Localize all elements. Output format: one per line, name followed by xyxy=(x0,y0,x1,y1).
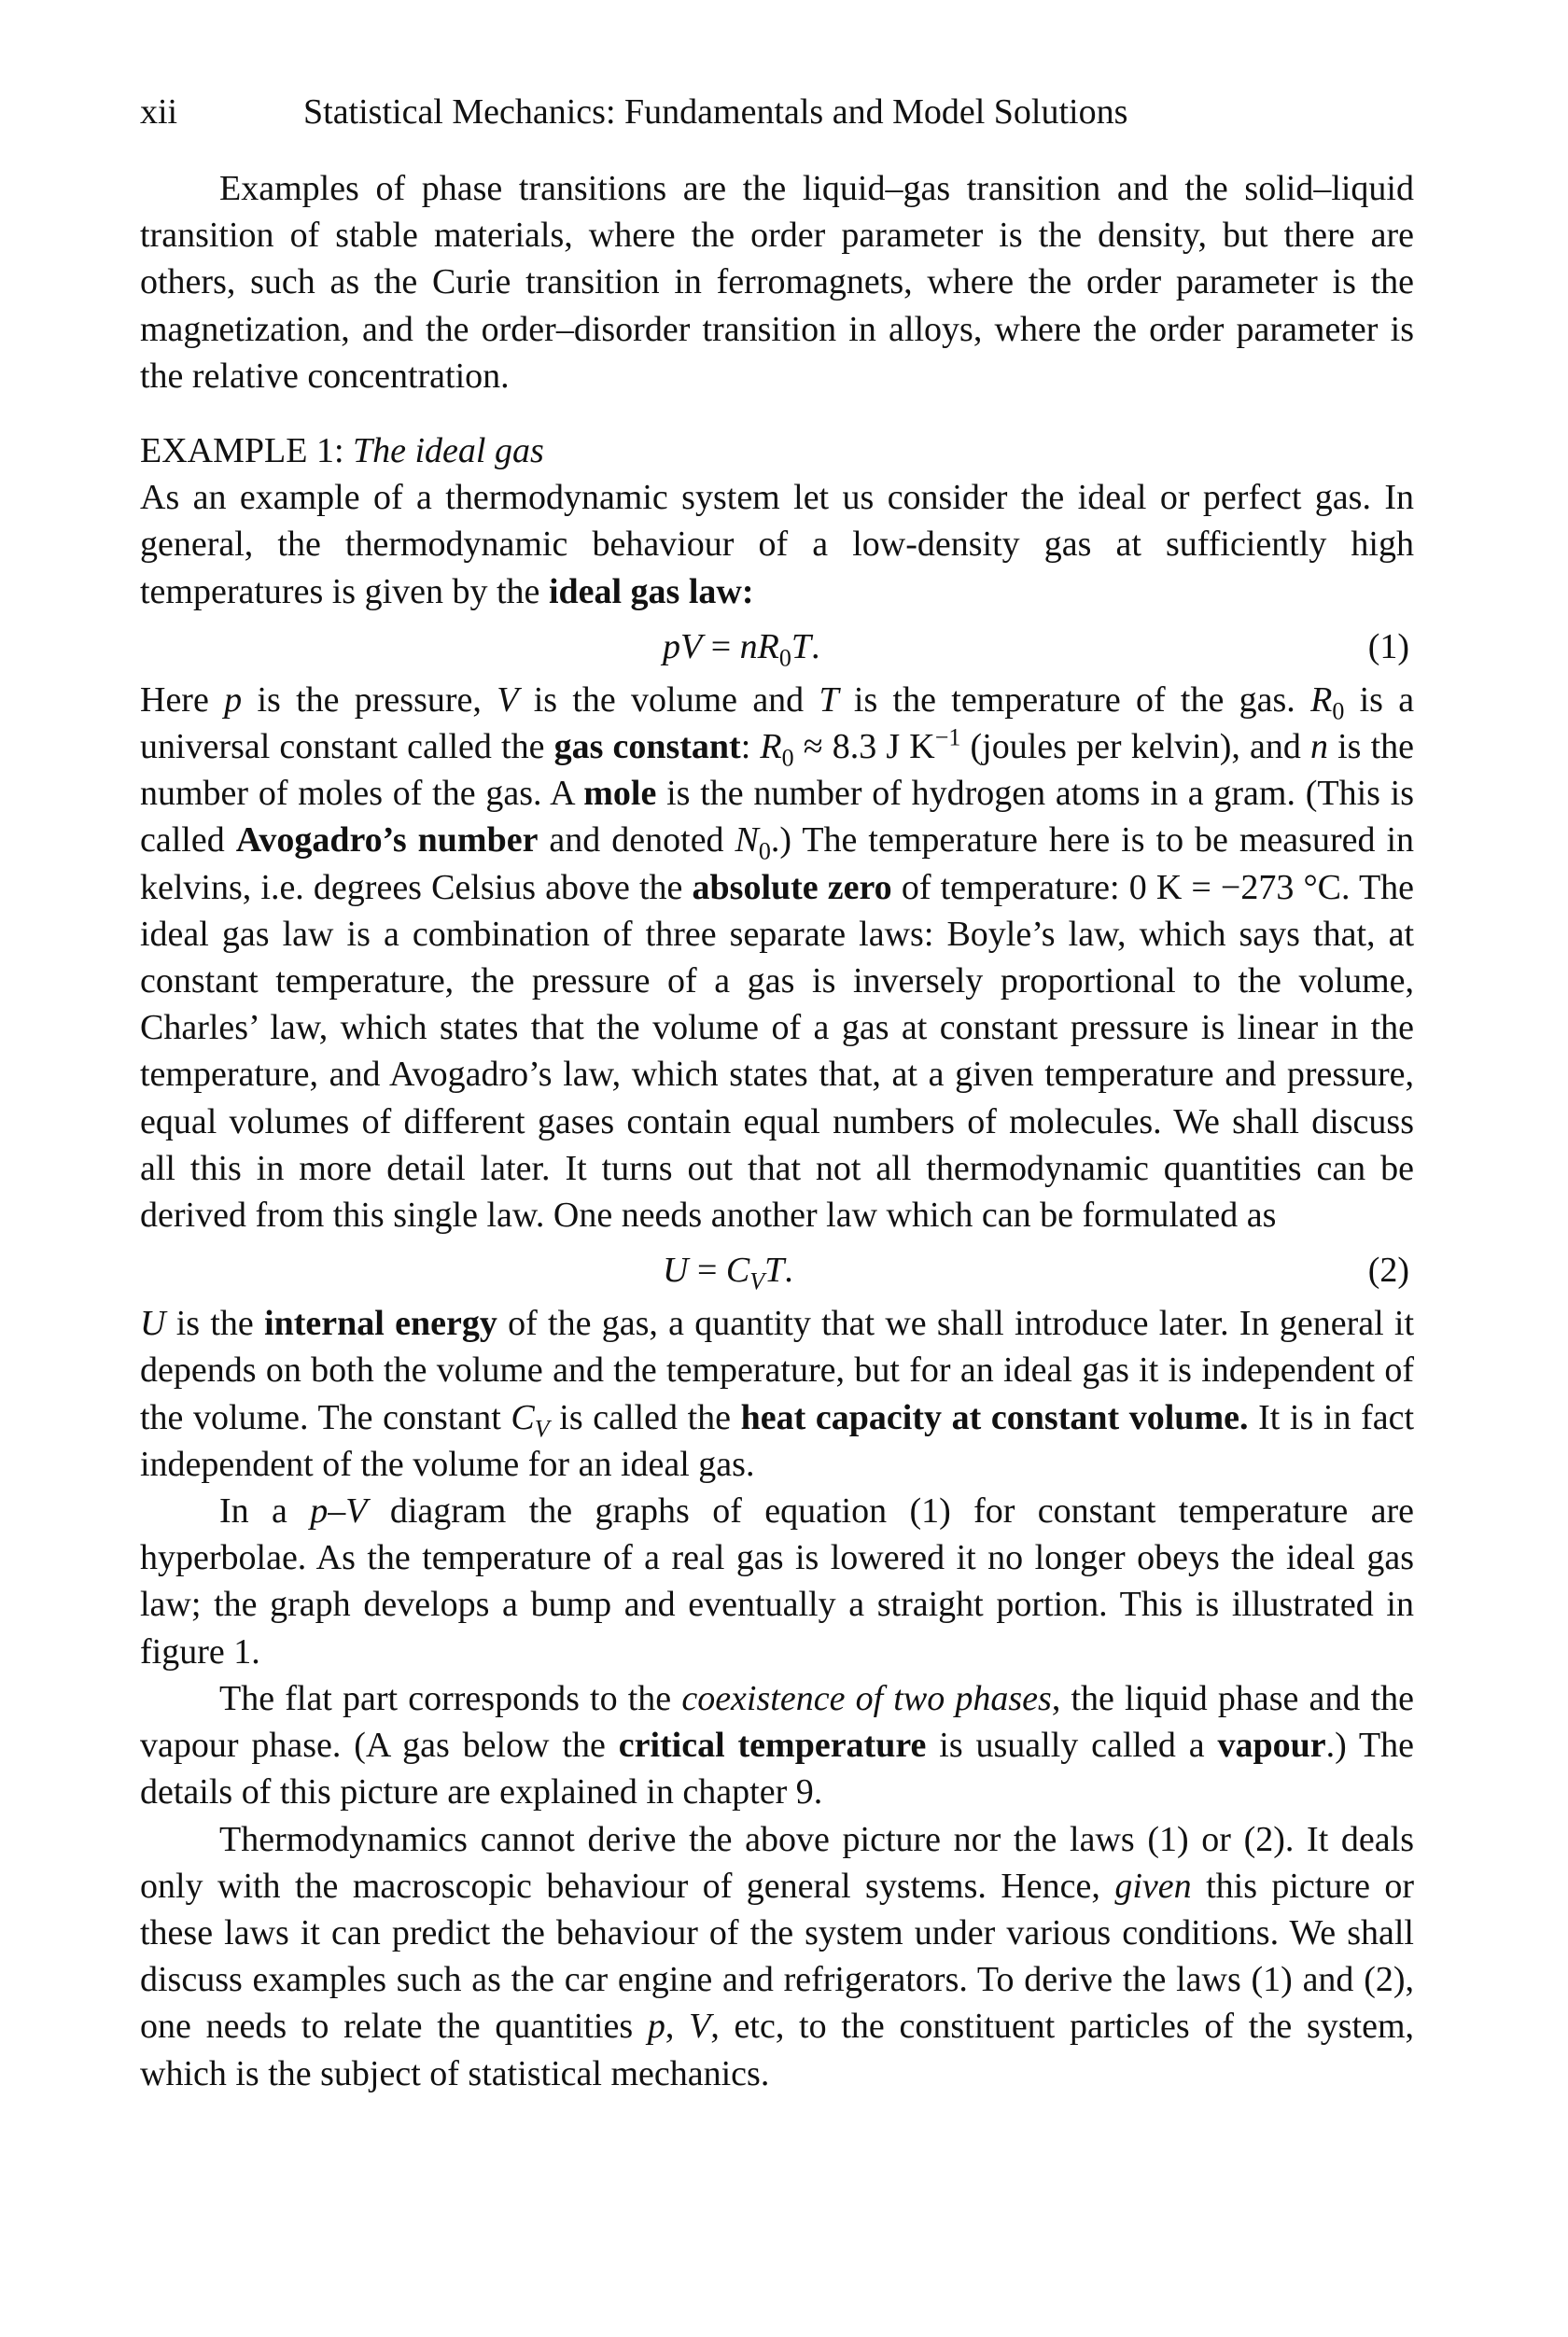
paragraph-coexistence xyxy=(140,1675,1414,1816)
var-U: U xyxy=(140,1304,166,1344)
var-p: p xyxy=(224,679,243,720)
text-run: , etc, to the constituent particles of the system, which is the subject of statistical mechanics. xyxy=(140,2007,1415,2093)
gas-constant-value: ≈ 8.3 J K xyxy=(793,727,935,767)
equation-1-number: (1) xyxy=(1367,626,1409,666)
text-run: and denoted xyxy=(549,820,724,861)
equation-1-body xyxy=(663,623,820,670)
text-run: is the volume and xyxy=(533,679,805,720)
text-run: is the xyxy=(175,1304,254,1344)
text-run: The flat part corresponds to the xyxy=(219,1678,672,1718)
text-run: : xyxy=(740,727,751,767)
term-mole: mole xyxy=(583,774,657,814)
paragraph-pv-diagram xyxy=(140,1488,1414,1675)
var-V: V xyxy=(680,626,703,666)
var-T: T xyxy=(819,679,839,720)
example-heading xyxy=(140,427,1414,474)
text-run: Here xyxy=(140,679,209,720)
equation-2-number: (2) xyxy=(1367,1251,1409,1291)
running-title: Statistical Mechanics: Fundamentals and Model Solutions xyxy=(303,92,1128,132)
superscript-minus-one: −1 xyxy=(934,723,961,751)
var-p-V: p–V xyxy=(310,1491,368,1532)
text-run: .) The temperature here is to be measured in kelvins, i.e. degrees Celsius above the xyxy=(140,820,1415,907)
text-run: is a universal constant called the xyxy=(140,679,1415,767)
term-ideal-gas-law: ideal gas law: xyxy=(548,571,754,611)
var-p: p xyxy=(663,626,680,666)
text-run: is usually called a xyxy=(939,1726,1205,1766)
term-avogadro-number: Avogadro’s number xyxy=(235,820,539,861)
paragraph-phase-transitions: Examples of phase transitions are the liquid–gas transition and the solid–liquid transition of stable materials, where the order parameter is the density, but there are others, such as the Curie transition in ferromagnets, where the order parameter is the magnetization, and the order–disorder transition in alloys, where the order parameter is the relative concentration. xyxy=(140,169,1414,396)
subscript-0: 0 xyxy=(758,838,771,866)
text-run: of temperature: 0 K = −273 °C. The ideal gas law is a combination of three separate laws: Boyle’s law, which says that, at constant temperature, the pressure of a gas is inversely proportional to the volume, Charles’ law, which states that the volume of a gas at constant pressure is linear in the temperature, and Avogadro’s law, which states that, at a given temperature and pressure, equal volumes of different gases contain equal numbers of molecules. We shall discuss all this in more detail later. It turns out that not all thermodynamic quantities can be derived from this single law. One needs another law which can be formulated as xyxy=(140,867,1415,1236)
equation-1 xyxy=(140,623,1414,670)
text-run: this picture or these laws it can predict the behaviour of the system under various conditions. We shall discuss examples such as the car engine and refrigerators. To derive the laws (1) and (2), one needs to relate the quantities xyxy=(140,1866,1415,2047)
equation-period: . xyxy=(811,626,820,666)
var-R: R xyxy=(760,727,782,767)
term-absolute-zero: absolute zero xyxy=(692,867,892,907)
subscript-V: V xyxy=(749,1267,765,1295)
paragraph-ideal-gas-intro xyxy=(140,474,1414,615)
subscript-0: 0 xyxy=(778,644,791,672)
subscript-0: 0 xyxy=(1332,697,1345,725)
text-run: .) The details of this picture are explained in chapter 9. xyxy=(140,1726,1415,1812)
equation-2 xyxy=(140,1247,1414,1294)
page-number: xii xyxy=(140,92,178,132)
text-run: is called the xyxy=(559,1397,732,1437)
var-T: T xyxy=(764,1251,785,1291)
text-run: is the temperature of the gas. xyxy=(853,679,1295,720)
text-run: of the gas, a quantity that we shall introduce later. In general it depends on both the volume and the temperature, but for an ideal gas it is independent of the volume. The constant xyxy=(140,1304,1415,1437)
subscript-V: V xyxy=(534,1415,550,1443)
equation-2-body xyxy=(663,1247,793,1294)
term-internal-energy: internal energy xyxy=(264,1304,497,1344)
var-N: N xyxy=(735,820,759,861)
var-n: n xyxy=(1309,727,1328,767)
paragraph-internal-energy xyxy=(140,1300,1414,1488)
text-run: is the pressure, xyxy=(257,679,482,720)
text-run: diagram the graphs of equation (1) for constant temperature are hyperbolae. As the temperature of a real gas is lowered it no longer obeys the ideal gas law; the graph develops a bump and eventually a straight portion. This is illustrated in figure 1. xyxy=(140,1491,1414,1672)
text-run: is the number of hydrogen atoms in a gram. (This is called xyxy=(140,774,1415,861)
text-run: Thermodynamics cannot derive the above picture nor the laws (1) or (2). It deals only with the macroscopic behaviour of general systems. Hence, xyxy=(140,1819,1414,1906)
equals-sign: = xyxy=(702,626,740,666)
var-R: R xyxy=(1310,679,1333,720)
var-U: U xyxy=(663,1251,689,1291)
term-critical-temperature: critical temperature xyxy=(618,1726,927,1766)
text-run: is the number of moles of the gas. A xyxy=(140,727,1414,814)
term-given: given xyxy=(1114,1866,1192,1906)
text-run: In a xyxy=(219,1491,287,1532)
term-heat-capacity: heat capacity at constant volume. xyxy=(740,1397,1249,1437)
text-run: , the liquid phase and the vapour phase. (A gas below the xyxy=(140,1678,1414,1766)
equals-sign: = xyxy=(688,1251,726,1291)
var-R: R xyxy=(757,626,779,666)
var-p: p xyxy=(647,2007,665,2047)
var-V: V xyxy=(497,679,519,720)
text-run: (joules per kelvin), and xyxy=(970,727,1301,767)
text-run: , xyxy=(665,2007,675,2047)
term-gas-constant: gas constant xyxy=(553,727,741,767)
paragraph-ideal-gas-law-explained xyxy=(140,677,1414,1238)
subscript-0: 0 xyxy=(781,744,794,772)
var-C: C xyxy=(725,1251,750,1291)
var-C: C xyxy=(511,1397,535,1437)
term-vapour: vapour xyxy=(1217,1726,1326,1766)
paragraph-thermodynamics-limits xyxy=(140,1816,1414,2097)
var-T: T xyxy=(791,626,812,666)
example-label: EXAMPLE 1: xyxy=(140,431,344,471)
equation-period: . xyxy=(784,1251,793,1291)
book-page xyxy=(140,89,1414,2097)
example-title: The ideal gas xyxy=(353,431,544,471)
paragraph-text: As an example of a thermodynamic system let us consider the ideal or perfect gas. In general, the thermodynamic behaviour of a low-density gas at sufficiently high temperatures is given by the xyxy=(140,478,1414,611)
var-V: V xyxy=(689,2007,711,2047)
term-coexistence: coexistence of two phases xyxy=(681,1678,1052,1718)
text-run: It is in fact independent of the volume for an ideal gas. xyxy=(140,1397,1415,1484)
var-n: n xyxy=(739,626,758,666)
running-header xyxy=(140,89,1414,135)
